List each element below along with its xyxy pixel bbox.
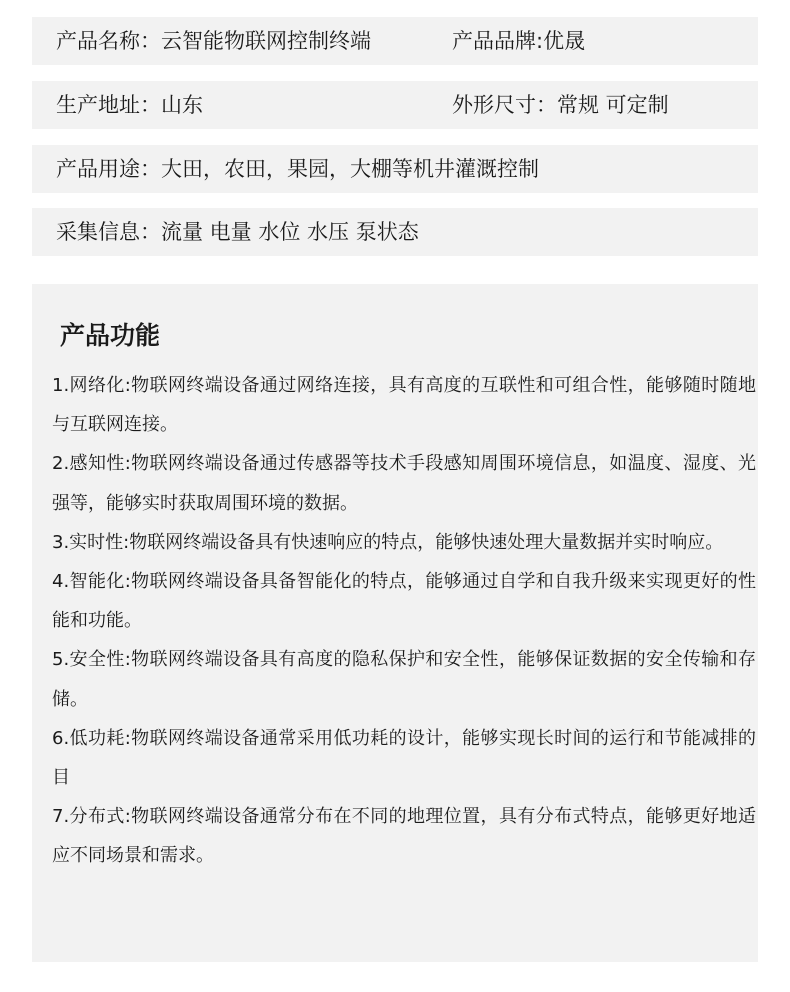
feature-item-intelligence: 4.智能化:物联网终端设备具备智能化的特点，能够通过自学和自我升级来实现更好的性能和功能。 <box>52 571 756 632</box>
feature-item-security: 5.安全性:物联网终端设备具有高度的隐私保护和安全性，能够保证数据的安全传输和存储。 <box>52 649 756 710</box>
spec-collected-info: 采集信息：流量 电量 水位 水压 泵状态 <box>56 220 419 244</box>
feature-item-networking: 1.网络化:物联网终端设备通过网络连接，具有高度的互联性和可组合性，能够随时随地与互联网连接。 <box>52 375 756 436</box>
spec-row-1 <box>32 17 758 65</box>
feature-item-perception: 2.感知性:物联网终端设备通过传感器等技术手段感知周围环境信息，如温度、湿度、光强等，能够实时获取周围环境的数据。 <box>52 453 756 514</box>
spec-production-address: 生产地址：山东 <box>56 93 203 117</box>
spec-dimensions: 外形尺寸：常规 可定制 <box>452 93 669 117</box>
product-features-section <box>32 284 758 962</box>
features-list <box>52 366 756 876</box>
spec-row-2 <box>32 81 758 129</box>
spec-row-4 <box>32 208 758 256</box>
spec-row-3 <box>32 145 758 193</box>
feature-item-realtime: 3.实时性:物联网终端设备具有快速响应的特点，能够快速处理大量数据并实时响应。 <box>52 531 724 553</box>
spec-product-brand: 产品品牌:优晟 <box>452 29 586 53</box>
features-title: 产品功能 <box>60 321 161 350</box>
spec-product-name: 产品名称：云智能物联网控制终端 <box>56 29 371 53</box>
spec-usage: 产品用途：大田，农田，果园，大棚等机井灌溉控制 <box>56 157 539 181</box>
feature-item-distributed: 7.分布式:物联网终端设备通常分布在不同的地理位置，具有分布式特点，能够更好地适应不同场景和需求。 <box>52 806 756 867</box>
feature-item-low-power: 6.低功耗:物联网终端设备通常采用低功耗的设计，能够实现长时间的运行和节能减排的目 <box>52 727 756 789</box>
